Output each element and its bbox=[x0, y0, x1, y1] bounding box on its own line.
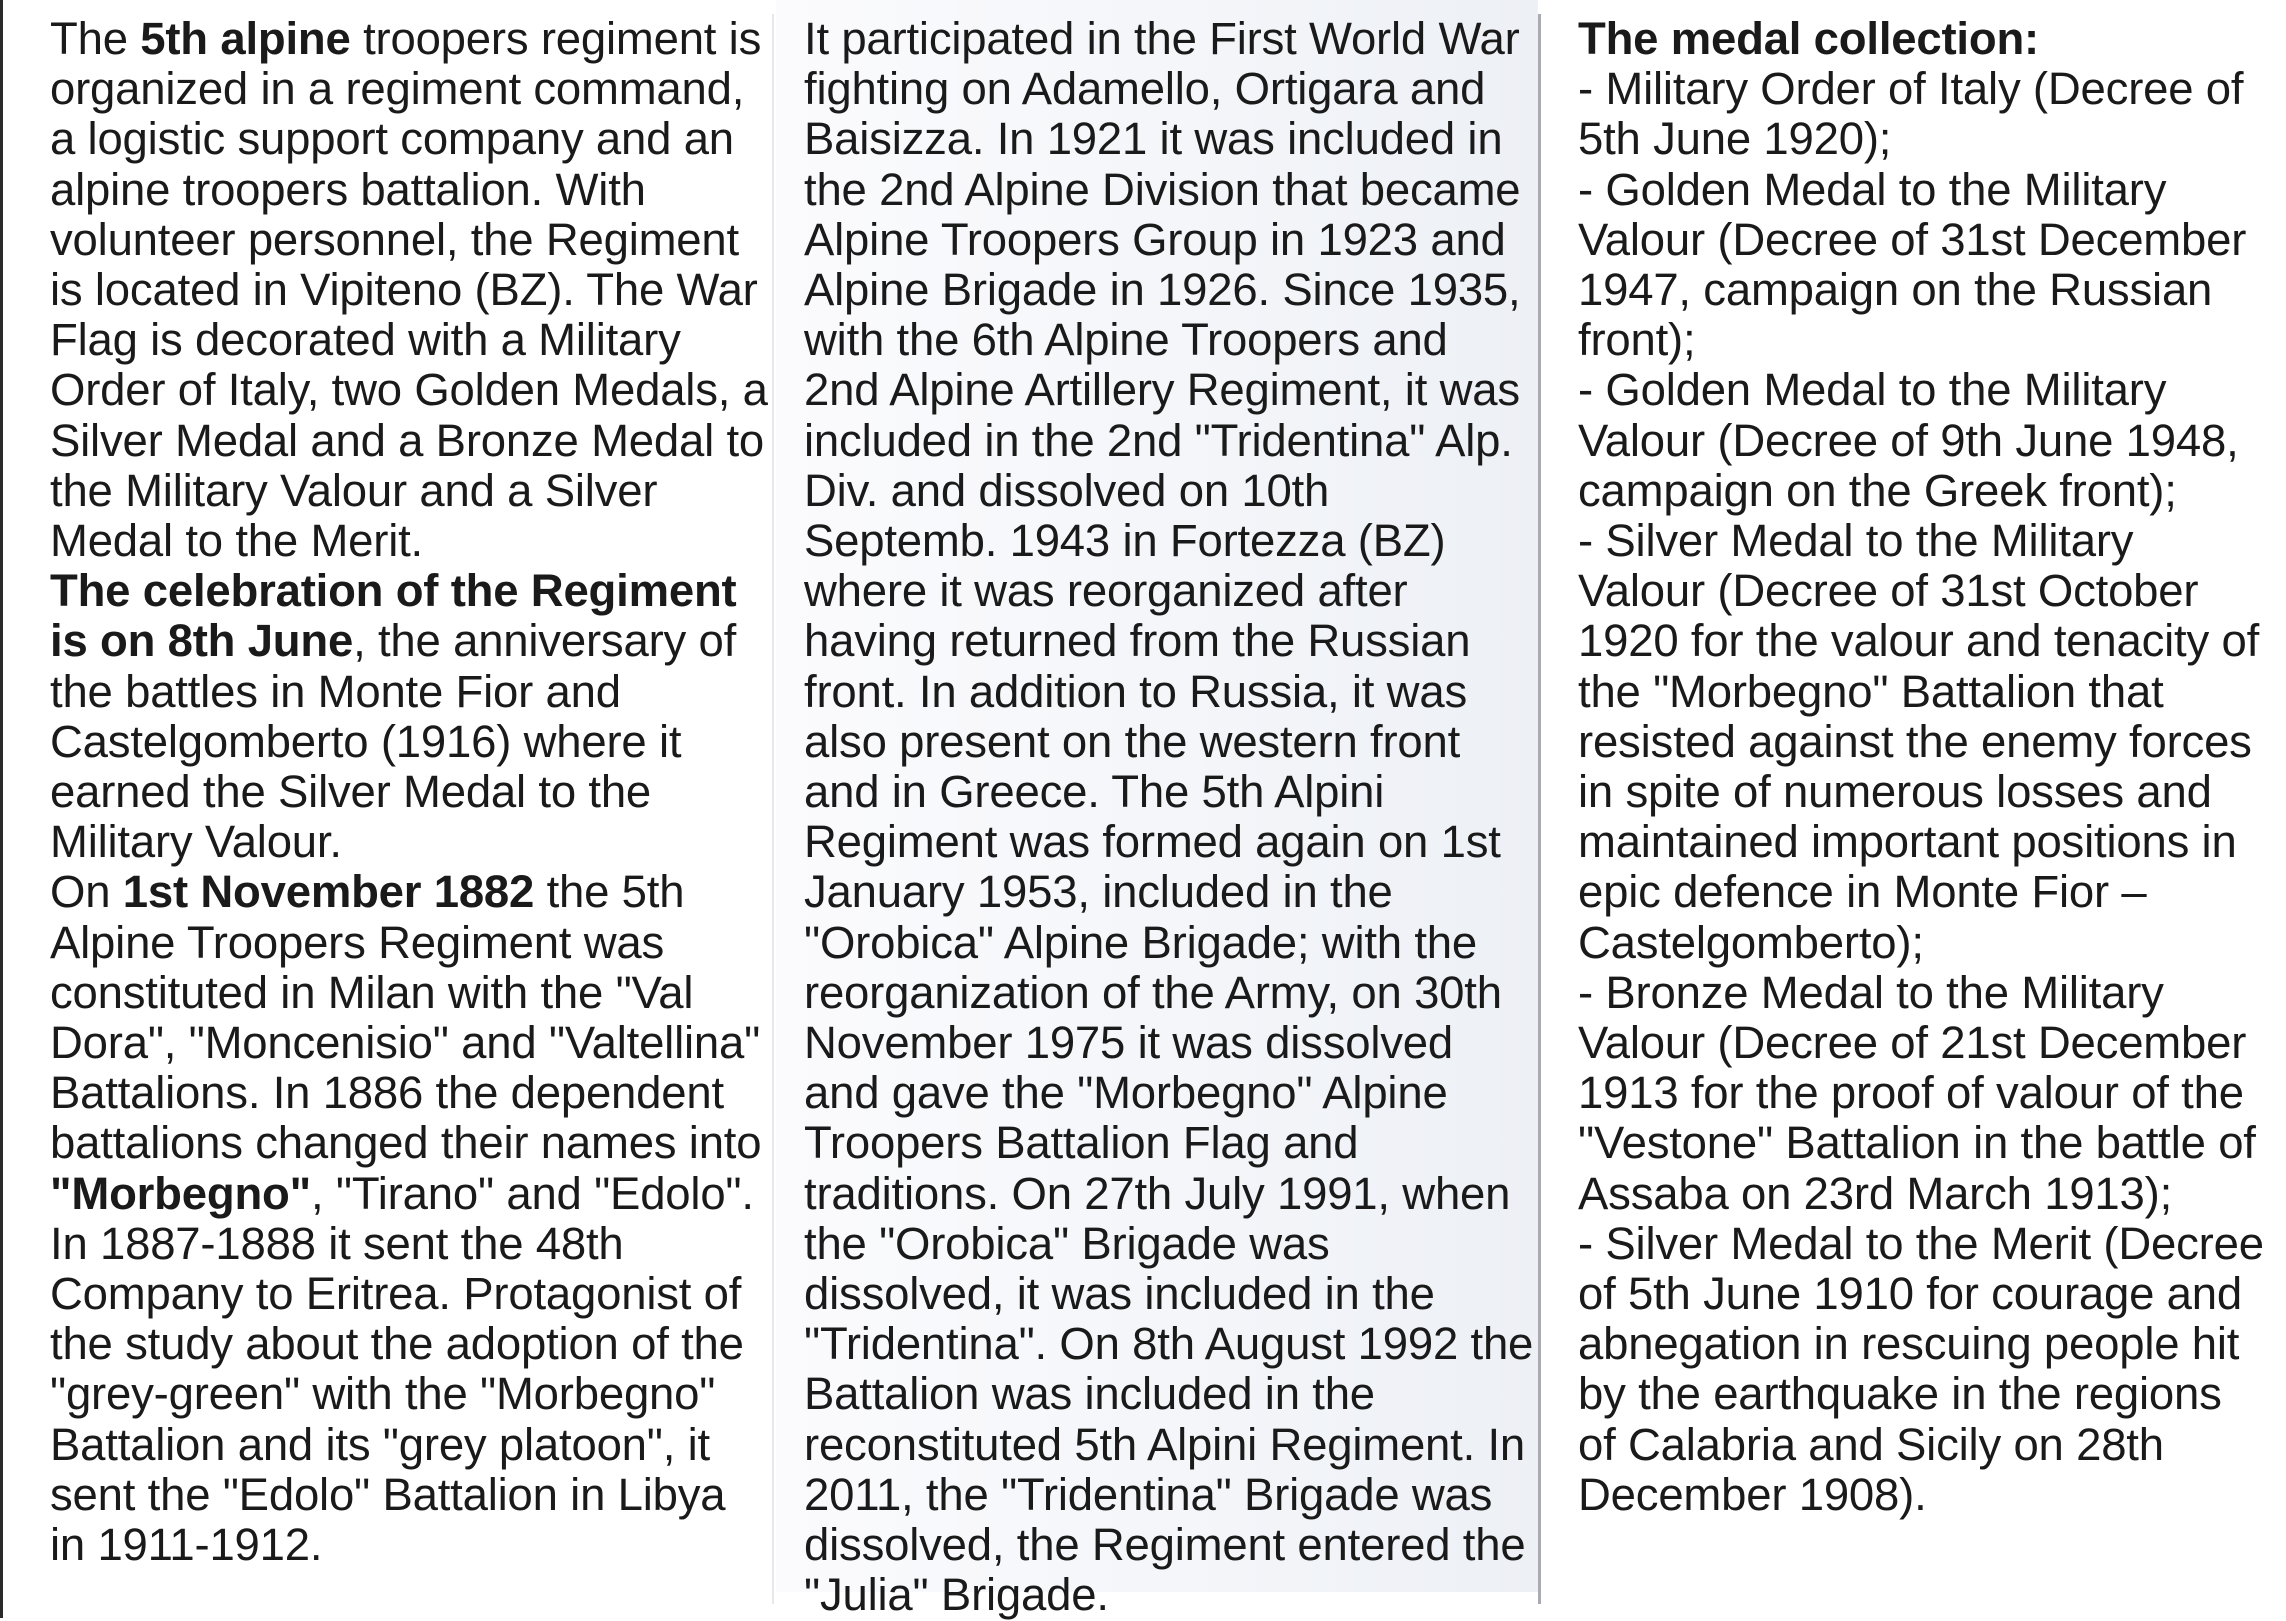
paragraph-celebration: The celebration of the Regiment is on 8th June, the anniversary of the battles in Monte Fior and Castelgomberto (1916) where it earned the Silver Medal to the Military Valour. bbox=[50, 565, 737, 868]
bold-date: 1st November 1882 bbox=[122, 866, 535, 918]
bold-5th-alpine: 5th alpine bbox=[140, 13, 351, 64]
medal-item: - Golden Medal to the Military Valour (Decree of 9th June 1948, campaign on the Greek front); bbox=[1578, 364, 2239, 516]
medal-item: - Military Order of Italy (Decree of 5th June 1920); bbox=[1578, 63, 2244, 165]
medal-heading: The medal collection: bbox=[1578, 13, 2039, 64]
bold-morbegno: "Morbegno" bbox=[50, 1167, 312, 1219]
scan-edge bbox=[0, 0, 3, 1618]
column-divider-left bbox=[772, 14, 774, 1604]
column-regiment-overview bbox=[50, 14, 770, 1570]
paragraph-organization: The 5th alpine troopers regiment is organized in a regiment command, a logistic support company and an alpine troopers battalion. With volunteer personnel, the Regiment is located in Vipiteno (BZ). The War Flag is decorated with a Military Order of Italy, two Golden Medals, a Silver Medal and a Bronze Medal to the Military Valour and a Silver Medal to the Merit. bbox=[50, 13, 768, 567]
medal-item: - Bronze Medal to the Military Valour (Decree of 21st December 1913 for the proof of valour of the "Vestone" Battalion in the battle of Assaba on 23rd March 1913); bbox=[1578, 966, 2256, 1219]
column-history bbox=[776, 0, 1538, 1621]
medal-item: - Silver Medal to the Military Valour (Decree of 31st October 1920 for the valour and tenacity of the "Morbegno" Battalion that resisted against the enemy forces in spite of numerous losses and maintained important positions in epic defence in Monte Fior – Castelgomberto); bbox=[1578, 515, 2260, 968]
column-divider-right bbox=[1538, 14, 1541, 1604]
paragraph-history: It participated in the First World War fighting on Adamello, Ortigara and Baisizza. In 1921 it was included in the 2nd Alpine Division that became Alpine Troopers Group in 1923 and Alpine Brigade in 1926. Since 1935, with the 6th Alpine Troopers and 2nd Alpine Artillery Regiment, it was included in the 2nd "Tridentina" Alp. Div. and dissolved on 10th Septemb. 1943 in Fortezza (BZ) where it was reorganized after having returned from the Russian front. In addition to Russia, it was also present on the western front and in Greece. The 5th Alpini Regiment was formed again on 1st January 1953, included in the "Orobica" Alpine Brigade; with the reorganization of the Army, on 30th November 1975 it was dissolved and gave the "Morbegno" Alpine Troopers Battalion Flag and traditions. On 27th July 1991, when the "Orobica" Brigade was dissolved, it was included in the "Tridentina". On 8th August 1992 the Battalion was included in the reconstituted 5th Alpini Regiment. In 2011, the "Tridentina" Brigade was dissolved, the Regiment entered the "Julia" Brigade. bbox=[804, 13, 1534, 1621]
paragraph-constitution: On 1st November 1882 the 5th Alpine Troopers Regiment was constituted in Milan with the "Val Dora", "Moncenisio" and "Valtellina" Battalions. In 1886 the dependent battalions changed their names into "Morbegno", "Tirano" and "Edolo". In 1887-1888 it sent the 48th Company to Eritrea. Protagonist of the study about the adoption of the "grey-green" with the "Morbegno" Battalion and its "grey platoon", it sent the "Edolo" Battalion in Libya in 1911-1912. bbox=[50, 866, 762, 1571]
bold-celebration: The celebration of the Regiment is on 8th June bbox=[50, 565, 737, 667]
medal-item: - Golden Medal to the Military Valour (Decree of 31st December 1947, campaign on the Russian front); bbox=[1578, 163, 2247, 366]
medal-item: - Silver Medal to the Merit (Decree of 5th June 1910 for courage and abnegation in rescuing people hit by the earthquake in the regions of Calabria and Sicily on 28th December 1908). bbox=[1578, 1217, 2264, 1520]
column-medal-collection bbox=[1578, 14, 2268, 1520]
